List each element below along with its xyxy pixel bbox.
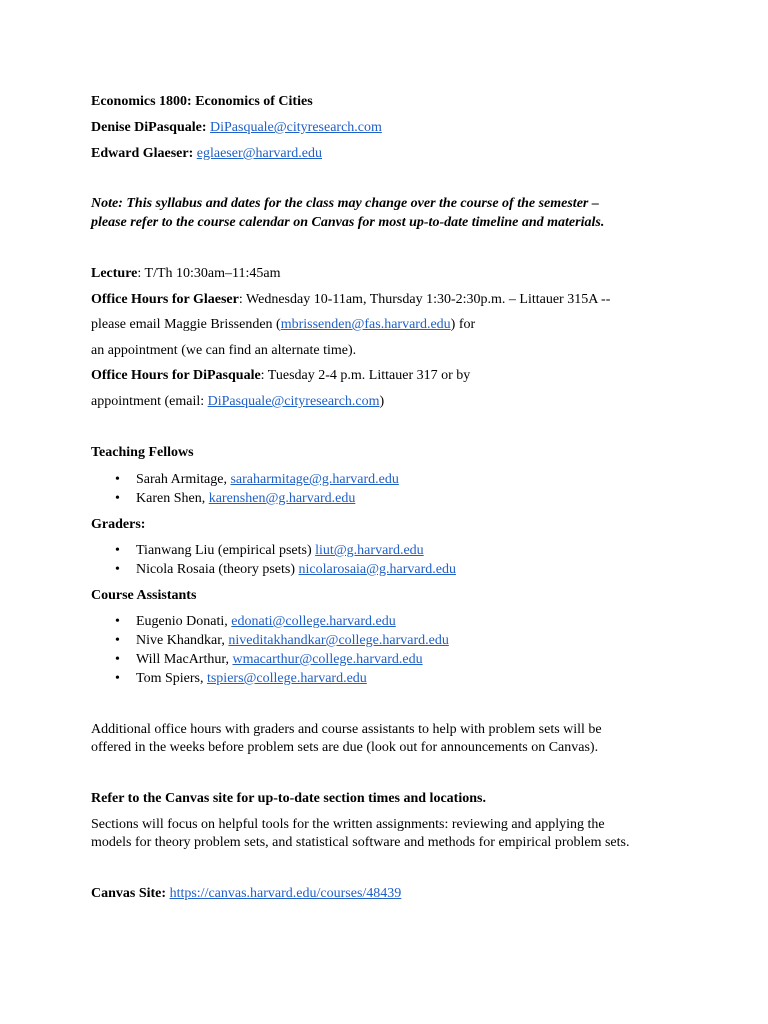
person-name: Will MacArthur, — [136, 652, 233, 667]
list-item — [136, 613, 396, 631]
person-email-link[interactable]: edonati@college.harvard.edu — [231, 614, 396, 629]
person-name: Karen Shen, — [136, 491, 209, 506]
instructor-dipasquale — [91, 119, 382, 137]
person-email-link[interactable]: liut@g.harvard.edu — [315, 543, 424, 558]
canvas-label: Canvas Site: — [91, 886, 167, 901]
person-name: Nicola Rosaia (theory psets) — [136, 562, 299, 577]
person-email-link[interactable]: niveditakhandkar@college.harvard.edu — [228, 633, 449, 648]
office-hours-text: : Wednesday 10-11am, Thursday 1:30-2:30p.m. – Littauer 315A -- — [238, 292, 611, 307]
syllabus-note-line1: Note: This syllabus and dates for the class may change over the course of the semester – — [91, 196, 599, 211]
lecture-label: Lecture — [91, 266, 138, 281]
teaching-fellows-heading: Teaching Fellows — [91, 445, 194, 460]
bullet-icon: • — [115, 491, 120, 506]
person-name: Nive Khandkar, — [136, 633, 229, 648]
office-hours-dipasquale-line2 — [91, 393, 384, 411]
office-hours-glaeser-line3: an appointment (we can find an alternate time). — [91, 343, 357, 358]
instructor-name: Edward Glaeser: — [91, 146, 194, 161]
person-name: Eugenio Donati, — [136, 614, 232, 629]
lecture-time — [91, 265, 281, 283]
office-hours-text: ) — [379, 394, 385, 409]
sections-line2: models for theory problem sets, and statistical software and methods for empirical problem sets. — [91, 835, 630, 850]
list-item — [136, 651, 423, 669]
graders-heading: Graders: — [91, 517, 146, 532]
instructor-email-link[interactable]: eglaeser@harvard.edu — [196, 146, 322, 161]
person-email-link[interactable]: wmacarthur@college.harvard.edu — [232, 652, 423, 667]
office-hours-glaeser — [91, 291, 610, 309]
office-hours-text: ) for — [450, 317, 476, 332]
list-item — [136, 490, 355, 508]
office-hours-glaeser-line2 — [91, 316, 475, 334]
person-name: Sarah Armitage, — [136, 472, 231, 487]
person-name: Tianwang Liu (empirical psets) — [136, 543, 316, 558]
office-hours-text: please email Maggie Brissenden ( — [91, 317, 281, 332]
additional-hours-line2: offered in the weeks before problem sets are due (look out for announcements on Canvas). — [91, 740, 599, 755]
office-hours-label: Office Hours for Glaeser — [91, 292, 239, 307]
bullet-icon: • — [115, 562, 120, 577]
bullet-icon: • — [115, 633, 120, 648]
list-item — [136, 561, 456, 579]
additional-hours-line1: Additional office hours with graders and course assistants to help with problem sets will be — [91, 722, 602, 737]
person-email-link[interactable]: nicolarosaia@g.harvard.edu — [298, 562, 457, 577]
list-item — [136, 670, 367, 688]
canvas-site — [91, 885, 401, 903]
list-item — [136, 632, 449, 650]
person-name: Tom Spiers, — [136, 671, 207, 686]
lecture-text: : T/Th 10:30am–11:45am — [137, 266, 281, 281]
person-email-link[interactable]: saraharmitage@g.harvard.edu — [230, 472, 399, 487]
bullet-icon: • — [115, 472, 120, 487]
dipasquale-email-link[interactable]: DiPasquale@cityresearch.com — [207, 394, 380, 409]
office-hours-label: Office Hours for DiPasquale — [91, 368, 261, 383]
office-hours-text: appointment (email: — [91, 394, 208, 409]
person-email-link[interactable]: karenshen@g.harvard.edu — [208, 491, 356, 506]
instructor-glaeser — [91, 145, 322, 163]
sections-heading: Refer to the Canvas site for up-to-date section times and locations. — [91, 791, 486, 806]
brissenden-email-link[interactable]: mbrissenden@fas.harvard.edu — [280, 317, 451, 332]
canvas-url-link[interactable]: https://canvas.harvard.edu/courses/48439 — [169, 886, 402, 901]
syllabus-note-line2: please refer to the course calendar on Canvas for most up-to-date timeline and materials. — [91, 215, 605, 230]
bullet-icon: • — [115, 614, 120, 629]
list-item — [136, 542, 424, 560]
bullet-icon: • — [115, 652, 120, 667]
sections-line1: Sections will focus on helpful tools for the written assignments: reviewing and applying the — [91, 817, 605, 832]
course-assistants-heading: Course Assistants — [91, 588, 197, 603]
person-email-link[interactable]: tspiers@college.harvard.edu — [206, 671, 367, 686]
bullet-icon: • — [115, 543, 120, 558]
office-hours-dipasquale — [91, 367, 470, 385]
office-hours-text: : Tuesday 2-4 p.m. Littauer 317 or by — [260, 368, 471, 383]
list-item — [136, 471, 399, 489]
instructor-name: Denise DiPasquale: — [91, 120, 207, 135]
course-title: Economics 1800: Economics of Cities — [91, 94, 313, 109]
bullet-icon: • — [115, 671, 120, 686]
instructor-email-link[interactable]: DiPasquale@cityresearch.com — [210, 120, 382, 135]
